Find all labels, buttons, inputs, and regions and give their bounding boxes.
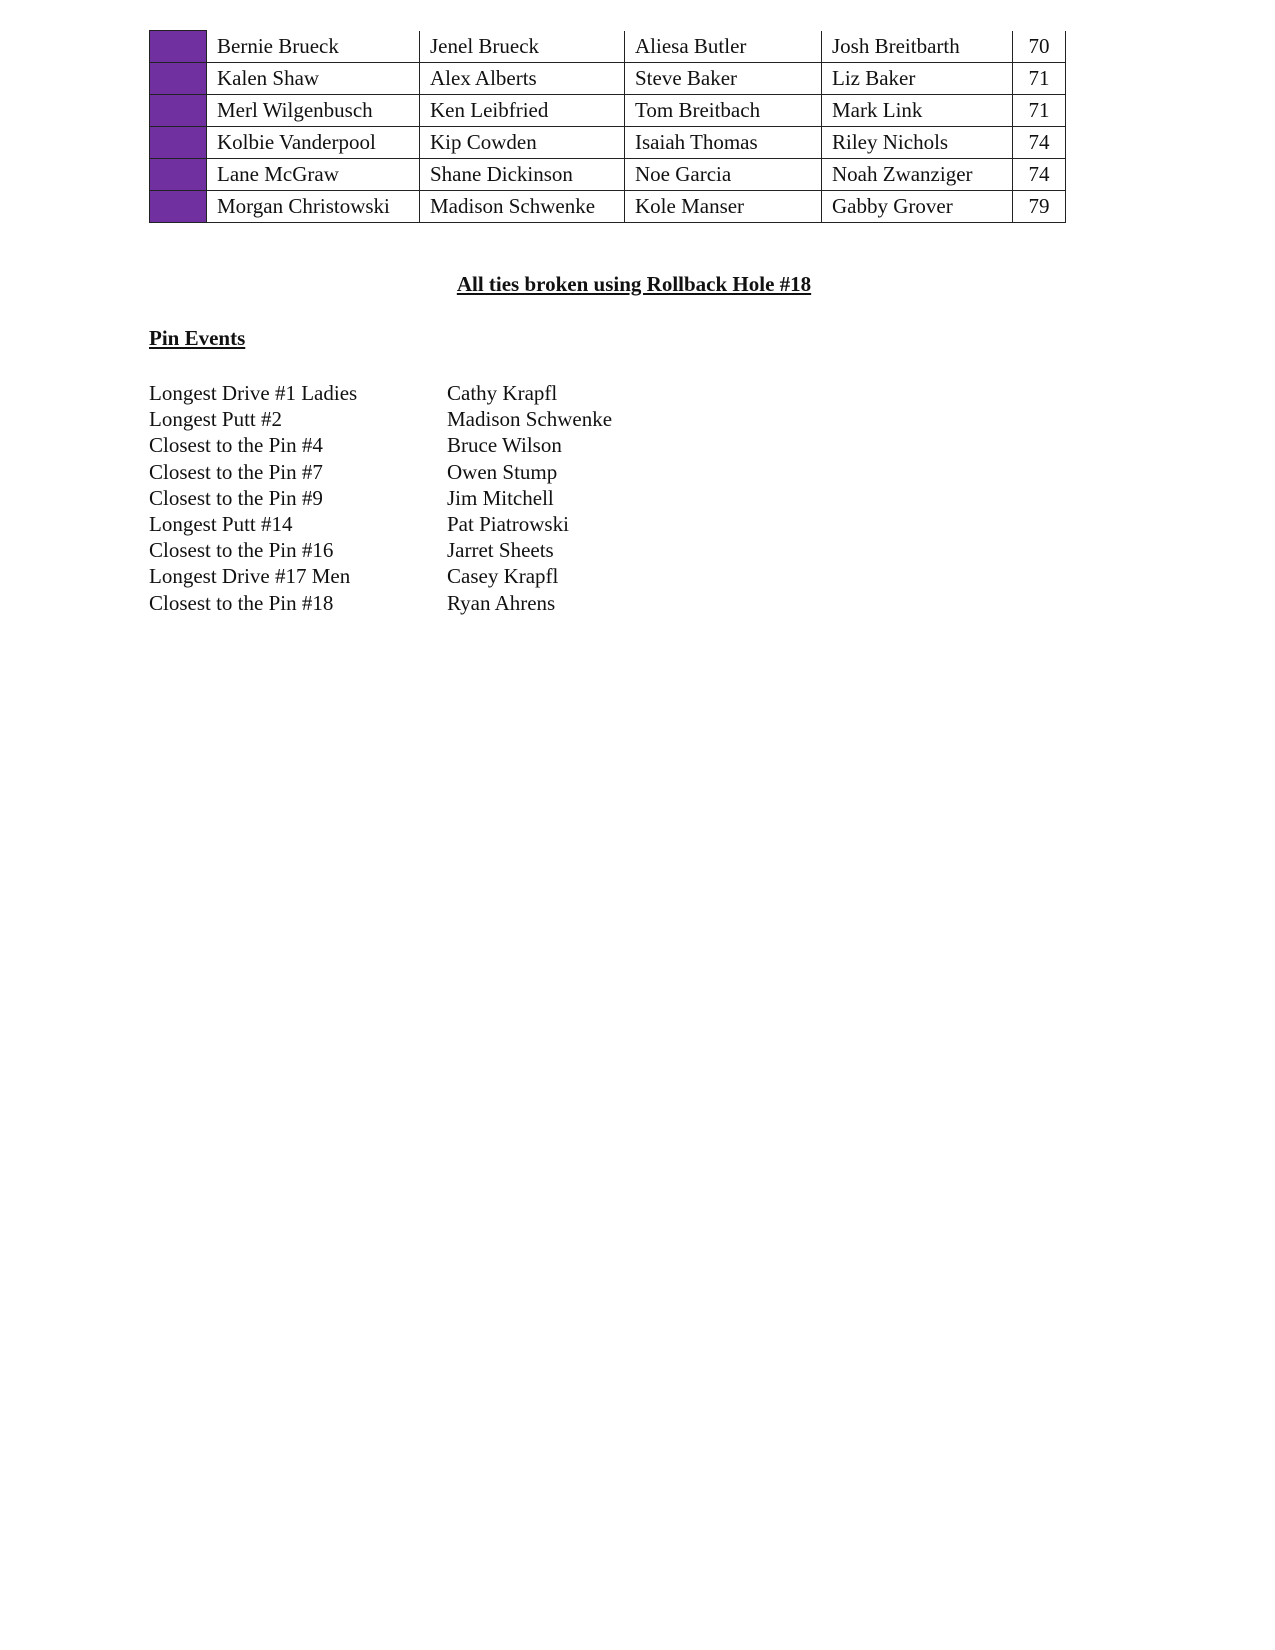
player-cell: Aliesa Butler [625, 31, 822, 63]
player-cell: Alex Alberts [420, 63, 625, 95]
pin-event-name: Closest to the Pin #7 [149, 459, 323, 484]
table-row [150, 31, 1066, 63]
results-table [149, 30, 1066, 223]
team-color-swatch [150, 159, 207, 191]
player-cell: Mark Link [822, 95, 1013, 127]
pin-event-item [149, 590, 612, 616]
player-cell: Gabby Grover [822, 191, 1013, 223]
score-cell: 71 [1013, 63, 1066, 95]
pin-event-item [149, 485, 612, 511]
pin-event-name: Closest to the Pin #9 [149, 485, 323, 510]
pin-event-item [149, 459, 612, 485]
team-color-swatch [150, 63, 207, 95]
player-cell: Tom Breitbach [625, 95, 822, 127]
table-row [150, 63, 1066, 95]
pin-event-name: Closest to the Pin #4 [149, 433, 323, 458]
pin-event-item [149, 432, 612, 458]
table-row [150, 127, 1066, 159]
player-cell: Bernie Brueck [207, 31, 420, 63]
player-cell: Riley Nichols [822, 127, 1013, 159]
pin-event-winner: Bruce Wilson [447, 433, 562, 458]
pin-event-winner: Ryan Ahrens [447, 590, 556, 615]
player-cell: Liz Baker [822, 63, 1013, 95]
team-color-swatch [150, 127, 207, 159]
score-cell: 74 [1013, 159, 1066, 191]
player-cell: Jenel Brueck [420, 31, 625, 63]
score-cell: 70 [1013, 31, 1066, 63]
tie-break-note: All ties broken using Rollback Hole #18 [456, 272, 812, 296]
pin-event-item [149, 511, 612, 537]
pin-events-heading: Pin Events [149, 326, 246, 350]
pin-events-list [149, 380, 612, 616]
pin-event-name: Closest to the Pin #18 [149, 590, 334, 615]
table-row [150, 159, 1066, 191]
player-cell: Isaiah Thomas [625, 127, 822, 159]
player-cell: Madison Schwenke [420, 191, 625, 223]
player-cell: Josh Breitbarth [822, 31, 1013, 63]
score-cell: 79 [1013, 191, 1066, 223]
pin-event-item [149, 537, 612, 563]
team-color-swatch [150, 95, 207, 127]
pin-event-winner: Jim Mitchell [447, 485, 554, 510]
pin-event-item [149, 563, 612, 589]
pin-event-name: Longest Drive #1 Ladies [149, 381, 358, 405]
pin-event-name: Longest Drive #17 Men [149, 564, 351, 589]
player-cell: Morgan Christowski [207, 191, 420, 223]
player-cell: Noe Garcia [625, 159, 822, 191]
pin-event-name: Longest Putt #14 [149, 512, 293, 537]
player-cell: Shane Dickinson [420, 159, 625, 191]
pin-event-item [149, 380, 612, 406]
team-color-swatch [150, 31, 207, 63]
player-cell: Kole Manser [625, 191, 822, 223]
pin-event-winner: Madison Schwenke [447, 407, 613, 432]
score-cell: 74 [1013, 127, 1066, 159]
pin-event-winner: Owen Stump [447, 459, 558, 484]
player-cell: Kip Cowden [420, 127, 625, 159]
player-cell: Noah Zwanziger [822, 159, 1013, 191]
pin-event-item [149, 406, 612, 432]
pin-event-name: Closest to the Pin #16 [149, 538, 334, 563]
player-cell: Kolbie Vanderpool [207, 127, 420, 159]
player-cell: Steve Baker [625, 63, 822, 95]
player-cell: Kalen Shaw [207, 63, 420, 95]
player-cell: Lane McGraw [207, 159, 420, 191]
table-row [150, 191, 1066, 223]
pin-event-winner: Casey Krapfl [447, 564, 559, 589]
player-cell: Merl Wilgenbusch [207, 95, 420, 127]
table-row [150, 95, 1066, 127]
pin-event-winner: Cathy Krapfl [447, 381, 558, 405]
pin-event-winner: Jarret Sheets [447, 538, 554, 563]
score-cell: 71 [1013, 95, 1066, 127]
pin-event-name: Longest Putt #2 [149, 407, 283, 432]
team-color-swatch [150, 191, 207, 223]
player-cell: Ken Leibfried [420, 95, 625, 127]
pin-event-winner: Pat Piatrowski [447, 512, 569, 537]
